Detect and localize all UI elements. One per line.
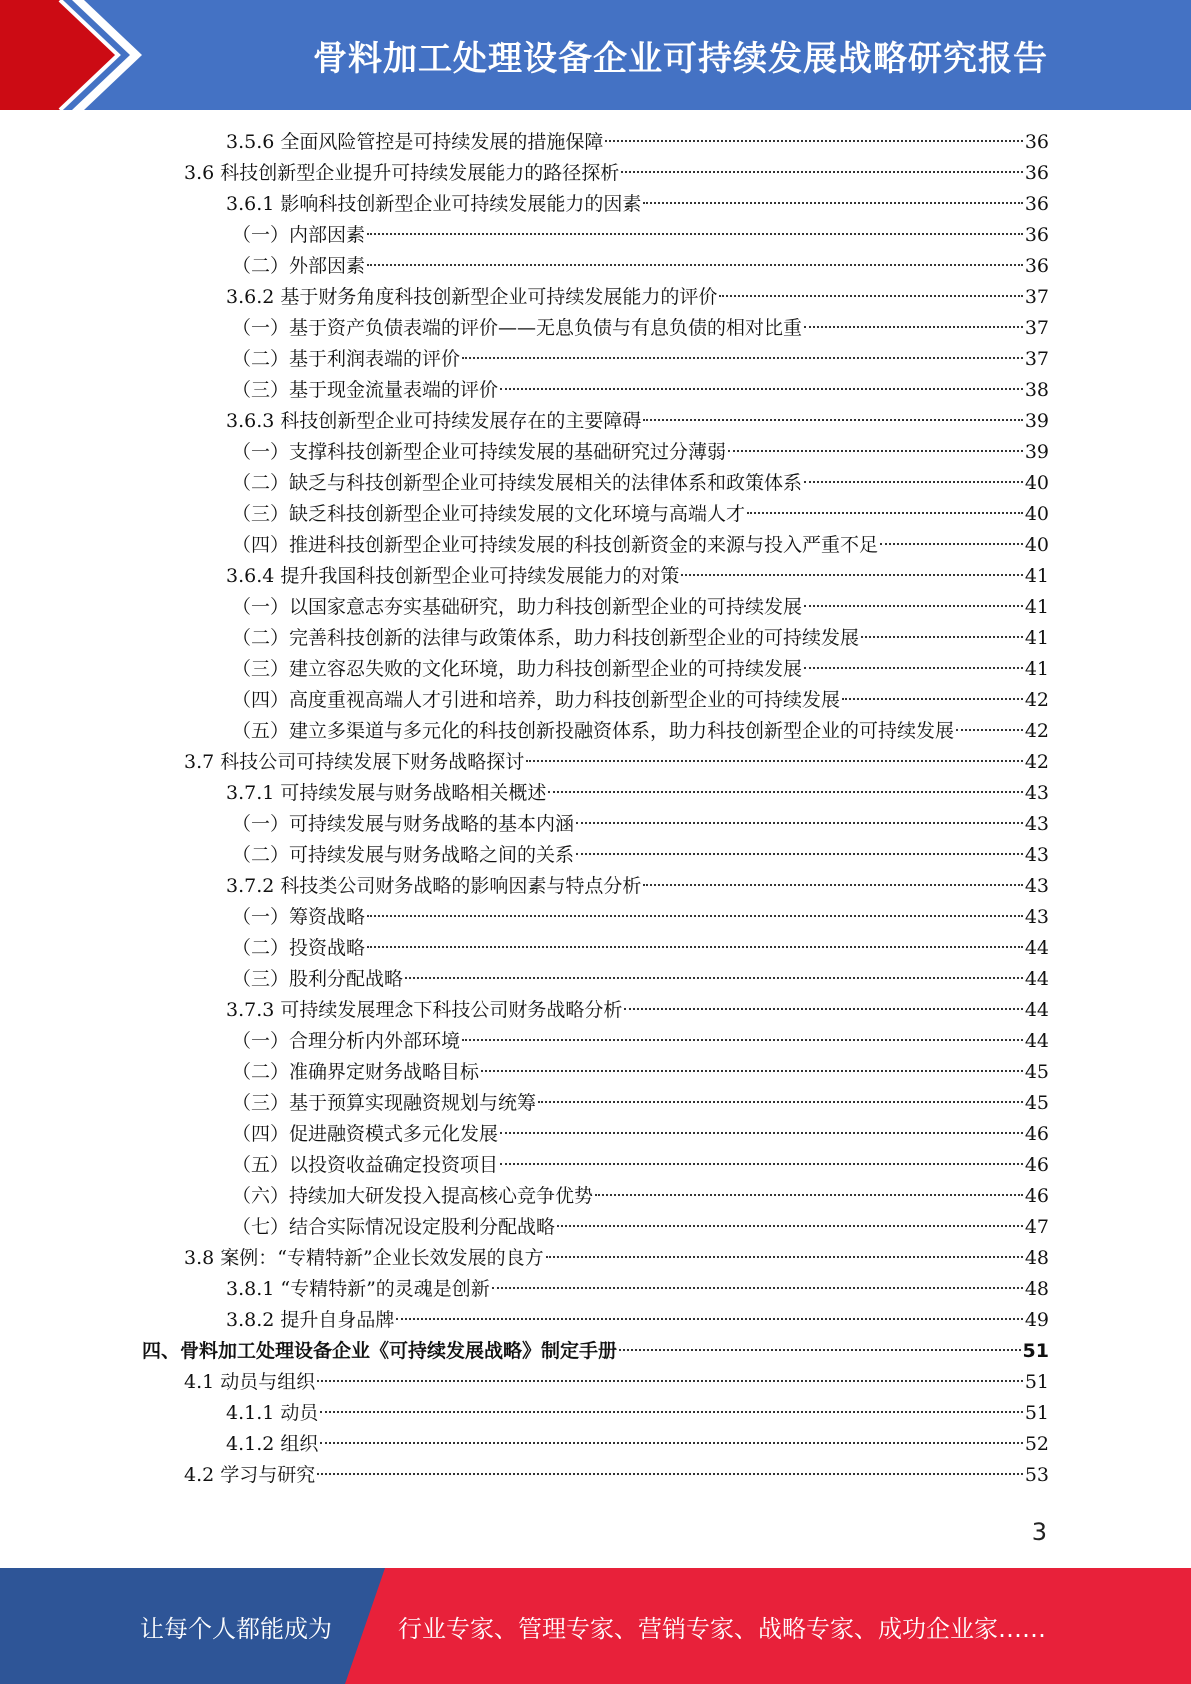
toc-dot-leader [842, 698, 1023, 700]
toc-entry[interactable] [232, 1212, 1049, 1243]
toc-dot-leader [548, 791, 1022, 793]
toc-entry-title: 3.6.2 基于财务角度科技创新型企业可持续发展能力的评价 [226, 286, 718, 308]
toc-dot-leader [526, 760, 1023, 762]
toc-entry-title: （五）以投资收益确定投资项目 [232, 1154, 499, 1176]
toc-dot-leader [728, 450, 1023, 452]
toc-entry-page: 47 [1024, 1216, 1049, 1238]
toc-entry-page: 48 [1024, 1278, 1049, 1300]
toc-entry-page: 44 [1024, 937, 1049, 959]
toc-entry[interactable] [232, 1181, 1049, 1212]
toc-entry[interactable] [232, 685, 1049, 716]
toc-entry-title: （七）结合实际情况设定股利分配战略 [232, 1216, 556, 1238]
toc-dot-leader [643, 884, 1022, 886]
toc-entry-page: 37 [1024, 286, 1049, 308]
toc-entry-title: （一）基于资产负债表端的评价——无息负债与有息负债的相对比重 [232, 317, 803, 339]
toc-entry-page: 36 [1024, 255, 1049, 277]
toc-entry[interactable] [232, 437, 1049, 468]
toc-entry-title: 3.6.1 影响科技创新型企业可持续发展能力的因素 [226, 193, 642, 215]
toc-dot-leader [546, 1256, 1023, 1258]
toc-entry-page: 43 [1024, 875, 1049, 897]
toc-entry[interactable] [142, 1336, 1049, 1367]
toc-entry[interactable] [232, 1088, 1049, 1119]
toc-dot-leader [576, 822, 1023, 824]
toc-entry-page: 38 [1024, 379, 1049, 401]
toc-entry-page: 42 [1024, 751, 1049, 773]
toc-entry[interactable] [232, 840, 1049, 871]
toc-entry[interactable] [232, 933, 1049, 964]
toc-entry-page: 37 [1024, 317, 1049, 339]
toc-entry[interactable] [226, 282, 1049, 313]
toc-entry-page: 39 [1024, 410, 1049, 432]
toc-entry-title: （二）可持续发展与财务战略之间的关系 [232, 844, 575, 866]
toc-dot-leader [396, 1318, 1022, 1320]
toc-entry-page: 40 [1024, 503, 1049, 525]
toc-dot-leader [500, 1163, 1023, 1165]
toc-entry[interactable] [226, 1429, 1049, 1460]
toc-dot-leader [804, 605, 1023, 607]
toc-entry-page: 36 [1024, 193, 1049, 215]
toc-entry-title: （三）基于现金流量表端的评价 [232, 379, 499, 401]
toc-entry[interactable] [232, 1119, 1049, 1150]
toc-entry-title: 3.7 科技公司可持续发展下财务战略探讨 [184, 751, 525, 773]
toc-entry[interactable] [226, 406, 1049, 437]
toc-entry[interactable] [232, 313, 1049, 344]
toc-entry-title: 四、骨料加工处理设备企业《可持续发展战略》制定手册 [142, 1340, 618, 1362]
toc-entry[interactable] [232, 654, 1049, 685]
toc-dot-leader [367, 264, 1023, 266]
toc-entry-title: （三）股利分配战略 [232, 968, 404, 990]
toc-entry-title: （二）基于利润表端的评价 [232, 348, 461, 370]
toc-entry-page: 51 [1024, 1371, 1049, 1393]
toc-entry-page: 44 [1024, 999, 1049, 1021]
toc-dot-leader [481, 1070, 1023, 1072]
toc-entry-page: 44 [1024, 1030, 1049, 1052]
toc-entry[interactable] [232, 220, 1049, 251]
toc-entry[interactable] [226, 1398, 1049, 1429]
toc-entry[interactable] [184, 1460, 1049, 1491]
toc-entry[interactable] [184, 747, 1049, 778]
toc-entry[interactable] [226, 1305, 1049, 1336]
toc-entry-title: （一）以国家意志夯实基础研究，助力科技创新型企业的可持续发展 [232, 596, 803, 618]
toc-dot-leader [557, 1225, 1023, 1227]
toc-entry-title: （一）合理分析内外部环境 [232, 1030, 461, 1052]
toc-dot-leader [405, 977, 1023, 979]
toc-entry[interactable] [226, 561, 1049, 592]
toc-entry-page: 42 [1024, 689, 1049, 711]
toc-entry-title: （二）外部因素 [232, 255, 366, 277]
toc-entry-page: 43 [1024, 782, 1049, 804]
toc-dot-leader [595, 1194, 1023, 1196]
toc-entry[interactable] [226, 127, 1049, 158]
toc-entry[interactable] [232, 809, 1049, 840]
toc-entry-title: （二）投资战略 [232, 937, 366, 959]
toc-entry-page: 51 [1022, 1340, 1049, 1362]
toc-entry-title: （五）建立多渠道与多元化的科技创新投融资体系，助力科技创新型企业的可持续发展 [232, 720, 955, 742]
toc-dot-leader [317, 1473, 1023, 1475]
toc-dot-leader [320, 1411, 1022, 1413]
toc-entry-title: （三）基于预算实现融资规划与统筹 [232, 1092, 537, 1114]
toc-entry-title: （三）建立容忍失败的文化环境，助力科技创新型企业的可持续发展 [232, 658, 803, 680]
toc-entry-title: 3.8.2 提升自身品牌 [226, 1309, 395, 1331]
toc-entry[interactable] [232, 623, 1049, 654]
toc-entry[interactable] [232, 344, 1049, 375]
toc-entry-page: 46 [1024, 1123, 1049, 1145]
toc-entry-page: 43 [1024, 813, 1049, 835]
toc-dot-leader [605, 140, 1022, 142]
footer-slogan-right: 行业专家、管理专家、营销专家、战略专家、成功企业家…… [398, 1614, 1046, 1643]
toc-entry-page: 46 [1024, 1185, 1049, 1207]
header-banner [0, 0, 1191, 110]
toc-entry-title: 3.8.1 “专精特新”的灵魂是创新 [226, 1278, 490, 1300]
toc-entry[interactable] [232, 592, 1049, 623]
toc-entry[interactable] [226, 189, 1049, 220]
toc-entry[interactable] [226, 995, 1049, 1026]
toc-entry[interactable] [232, 716, 1049, 747]
toc-entry-title: 3.8 案例：“专精特新”企业长效发展的良方 [184, 1247, 544, 1269]
toc-dot-leader [624, 1008, 1022, 1010]
toc-entry-title: 4.1.2 组织 [226, 1433, 319, 1455]
toc-dot-leader [492, 1287, 1023, 1289]
toc-dot-leader [367, 946, 1023, 948]
toc-dot-leader [681, 574, 1022, 576]
toc-entry-page: 41 [1024, 565, 1049, 587]
toc-entry[interactable] [226, 778, 1049, 809]
toc-entry-page: 36 [1024, 224, 1049, 246]
toc-dot-leader [643, 202, 1022, 204]
toc-dot-leader [643, 419, 1022, 421]
toc-dot-leader [956, 729, 1023, 731]
toc-entry-page: 40 [1024, 534, 1049, 556]
toc-entry-page: 45 [1024, 1061, 1049, 1083]
toc-entry-title: （一）支撑科技创新型企业可持续发展的基础研究过分薄弱 [232, 441, 727, 463]
toc-entry-title: （二）缺乏与科技创新型企业可持续发展相关的法律体系和政策体系 [232, 472, 803, 494]
toc-entry-page: 43 [1024, 844, 1049, 866]
toc-dot-leader [500, 388, 1023, 390]
toc-entry[interactable] [232, 964, 1049, 995]
toc-entry-title: （一）筹资战略 [232, 906, 366, 928]
toc-dot-leader [462, 1039, 1023, 1041]
toc-dot-leader [804, 326, 1023, 328]
toc-dot-leader [317, 1380, 1023, 1382]
toc-entry-page: 37 [1024, 348, 1049, 370]
toc-entry-title: （四）推进科技创新型企业可持续发展的科技创新资金的来源与投入严重不足 [232, 534, 879, 556]
toc-entry-title: （六）持续加大研发投入提高核心竞争优势 [232, 1185, 594, 1207]
toc-dot-leader [747, 512, 1023, 514]
toc-entry-title: 3.7.2 科技类公司财务战略的影响因素与特点分析 [226, 875, 642, 897]
toc-entry[interactable] [232, 375, 1049, 406]
toc-entry-title: 3.7.3 可持续发展理念下科技公司财务战略分析 [226, 999, 623, 1021]
toc-dot-leader [320, 1442, 1022, 1444]
toc-entry[interactable] [232, 468, 1049, 499]
toc-entry-title: （四）促进融资模式多元化发展 [232, 1123, 499, 1145]
header-arrow-decoration [0, 0, 150, 110]
toc-dot-leader [861, 636, 1023, 638]
toc-entry-page: 43 [1024, 906, 1049, 928]
toc-dot-leader [719, 295, 1022, 297]
toc-entry-page: 48 [1024, 1247, 1049, 1269]
toc-entry[interactable] [232, 251, 1049, 282]
toc-dot-leader [500, 1132, 1023, 1134]
toc-entry[interactable] [232, 1150, 1049, 1181]
toc-dot-leader [367, 915, 1023, 917]
toc-entry[interactable] [184, 158, 1049, 189]
toc-entry-page: 51 [1024, 1402, 1049, 1424]
toc-dot-leader [621, 171, 1023, 173]
toc-entry[interactable] [184, 1243, 1049, 1274]
toc-entry-title: 4.1 动员与组织 [184, 1371, 316, 1393]
toc-entry-page: 36 [1024, 162, 1049, 184]
toc-entry-title: （三）缺乏科技创新型企业可持续发展的文化环境与高端人才 [232, 503, 746, 525]
toc-entry-page: 46 [1024, 1154, 1049, 1176]
toc-entry-title: （二）完善科技创新的法律与政策体系，助力科技创新型企业的可持续发展 [232, 627, 860, 649]
toc-entry-page: 40 [1024, 472, 1049, 494]
toc-dot-leader [880, 543, 1023, 545]
toc-entry-title: 3.6 科技创新型企业提升可持续发展能力的路径探析 [184, 162, 620, 184]
toc-entry-title: 3.5.6 全面风险管控是可持续发展的措施保障 [226, 131, 604, 153]
toc-dot-leader [804, 667, 1023, 669]
report-title: 骨料加工处理设备企业可持续发展战略研究报告 [313, 38, 1048, 79]
toc-entry[interactable] [232, 499, 1049, 530]
toc-entry[interactable] [184, 1367, 1049, 1398]
toc-entry[interactable] [226, 1274, 1049, 1305]
toc-entry-title: （四）高度重视高端人才引进和培养，助力科技创新型企业的可持续发展 [232, 689, 841, 711]
footer-banner [0, 1568, 1191, 1684]
toc-entry-page: 53 [1024, 1464, 1049, 1486]
toc-dot-leader [462, 357, 1023, 359]
toc-entry[interactable] [232, 902, 1049, 933]
toc-dot-leader [367, 233, 1023, 235]
toc-entry-page: 41 [1024, 627, 1049, 649]
toc-entry-title: 3.6.4 提升我国科技创新型企业可持续发展能力的对策 [226, 565, 680, 587]
toc-entry-page: 36 [1024, 131, 1049, 153]
toc-dot-leader [619, 1349, 1021, 1351]
toc-entry-title: 3.6.3 科技创新型企业可持续发展存在的主要障碍 [226, 410, 642, 432]
toc-dot-leader [804, 481, 1023, 483]
toc-entry-title: （一）内部因素 [232, 224, 366, 246]
page-number: 3 [1031, 1518, 1047, 1546]
toc-entry-page: 39 [1024, 441, 1049, 463]
toc-entry[interactable] [226, 871, 1049, 902]
toc-entry-title: 4.1.1 动员 [226, 1402, 319, 1424]
toc-entry[interactable] [232, 530, 1049, 561]
toc-entry-page: 45 [1024, 1092, 1049, 1114]
toc-entry-page: 52 [1024, 1433, 1049, 1455]
toc-entry-page: 41 [1024, 658, 1049, 680]
toc-entry-title: 3.7.1 可持续发展与财务战略相关概述 [226, 782, 547, 804]
toc-entry-title: （二）准确界定财务战略目标 [232, 1061, 480, 1083]
toc-dot-leader [538, 1101, 1023, 1103]
toc-entry-page: 41 [1024, 596, 1049, 618]
toc-entry-page: 49 [1024, 1309, 1049, 1331]
toc-entry-title: 4.2 学习与研究 [184, 1464, 316, 1486]
toc-entry-title: （一）可持续发展与财务战略的基本内涵 [232, 813, 575, 835]
footer-slogan-left: 让每个人都能成为 [140, 1614, 332, 1643]
toc-entry[interactable] [232, 1057, 1049, 1088]
toc-dot-leader [576, 853, 1023, 855]
toc-entry[interactable] [232, 1026, 1049, 1057]
toc-entry-page: 42 [1024, 720, 1049, 742]
toc-entry-page: 44 [1024, 968, 1049, 990]
